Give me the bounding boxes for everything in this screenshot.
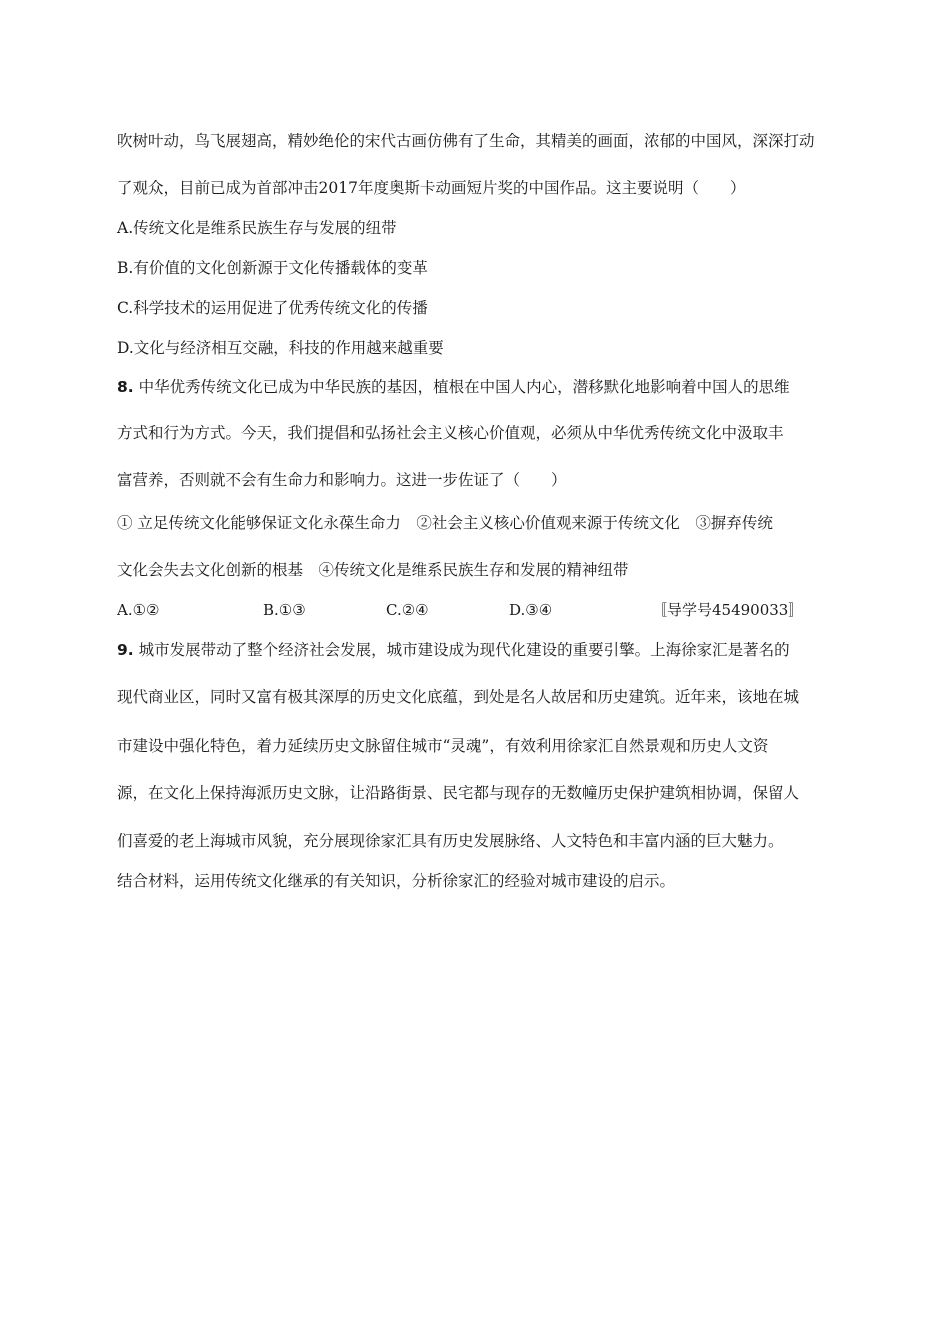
q8-line-1: [117, 377, 790, 397]
q7-option-d: D.文化与经济相互交融，科技的作用越来越重要: [117, 339, 444, 357]
q9-line-4: 源，在文化上保持海派历史文脉，让沿路街景、民宅都与现存的无数幢历史保护建筑相协调，保留人: [117, 784, 800, 802]
q9-line-3: 市建设中强化特色，着力延续历史文脉留住城市“灵魂”，有效利用徐家汇自然景观和历史人文资: [117, 737, 769, 755]
q8-text-1: 中华优秀传统文化已成为中华民族的基因，植根在中国人内心，潜移默化地影响着中国人的思维: [138, 378, 790, 396]
q9-text-1: 城市发展带动了整个经济社会发展，城市建设成为现代化建设的重要引擎。上海徐家汇是著名的: [138, 641, 790, 659]
q7-option-a: A.传统文化是维系民族生存与发展的纽带: [117, 219, 397, 237]
q7-option-b: B.有价值的文化创新源于文化传播载体的变革: [117, 259, 428, 277]
q8-option-d: D.③④: [509, 601, 553, 619]
q9-line-6: 结合材料，运用传统文化继承的有关知识，分析徐家汇的经验对城市建设的启示。: [117, 872, 676, 890]
q8-statements-line-1: ① 立足传统文化能够保证文化永葆生命力 ②社会主义核心价值观来源于传统文化 ③摒弃传统: [117, 514, 773, 532]
q9-line-5: 们喜爱的老上海城市风貌，充分展现徐家汇具有历史发展脉络、人文特色和丰富内涵的巨大魅力。: [117, 832, 784, 850]
q8-option-a: A.①②: [117, 601, 160, 619]
q8-option-b: B.①③: [263, 601, 306, 619]
q9-number: 9.: [117, 641, 134, 659]
q7-continuation-line-1: 吹树叶动，鸟飞展翅高，精妙绝伦的宋代古画仿佛有了生命，其精美的画面，浓郁的中国风，深深打动: [117, 132, 815, 150]
q8-option-c: C.②④: [386, 601, 429, 619]
q7-continuation-line-2: 了观众，目前已成为首部冲击2017年度奥斯卡动画短片奖的中国作品。这主要说明（ ）: [117, 179, 746, 197]
q9-line-1: [117, 640, 790, 660]
q8-number: 8.: [117, 378, 134, 396]
q8-line-3: 富营养，否则就不会有生命力和影响力。这进一步佐证了（ ）: [117, 471, 567, 489]
q9-line-2: 现代商业区，同时又富有极其深厚的历史文化底蕴，到处是名人故居和历史建筑。近年来，该地在城: [117, 688, 800, 706]
q7-option-c: C.科学技术的运用促进了优秀传统文化的传播: [117, 299, 428, 317]
q8-statements-line-2: 文化会失去文化创新的根基 ④传统文化是维系民族生存和发展的精神纽带: [117, 561, 629, 579]
q8-line-2: 方式和行为方式。今天，我们提倡和弘扬社会主义核心价值观，必须从中华优秀传统文化中汲取丰: [117, 424, 784, 442]
guide-number-ref: 〚导学号45490033〛: [652, 601, 804, 619]
